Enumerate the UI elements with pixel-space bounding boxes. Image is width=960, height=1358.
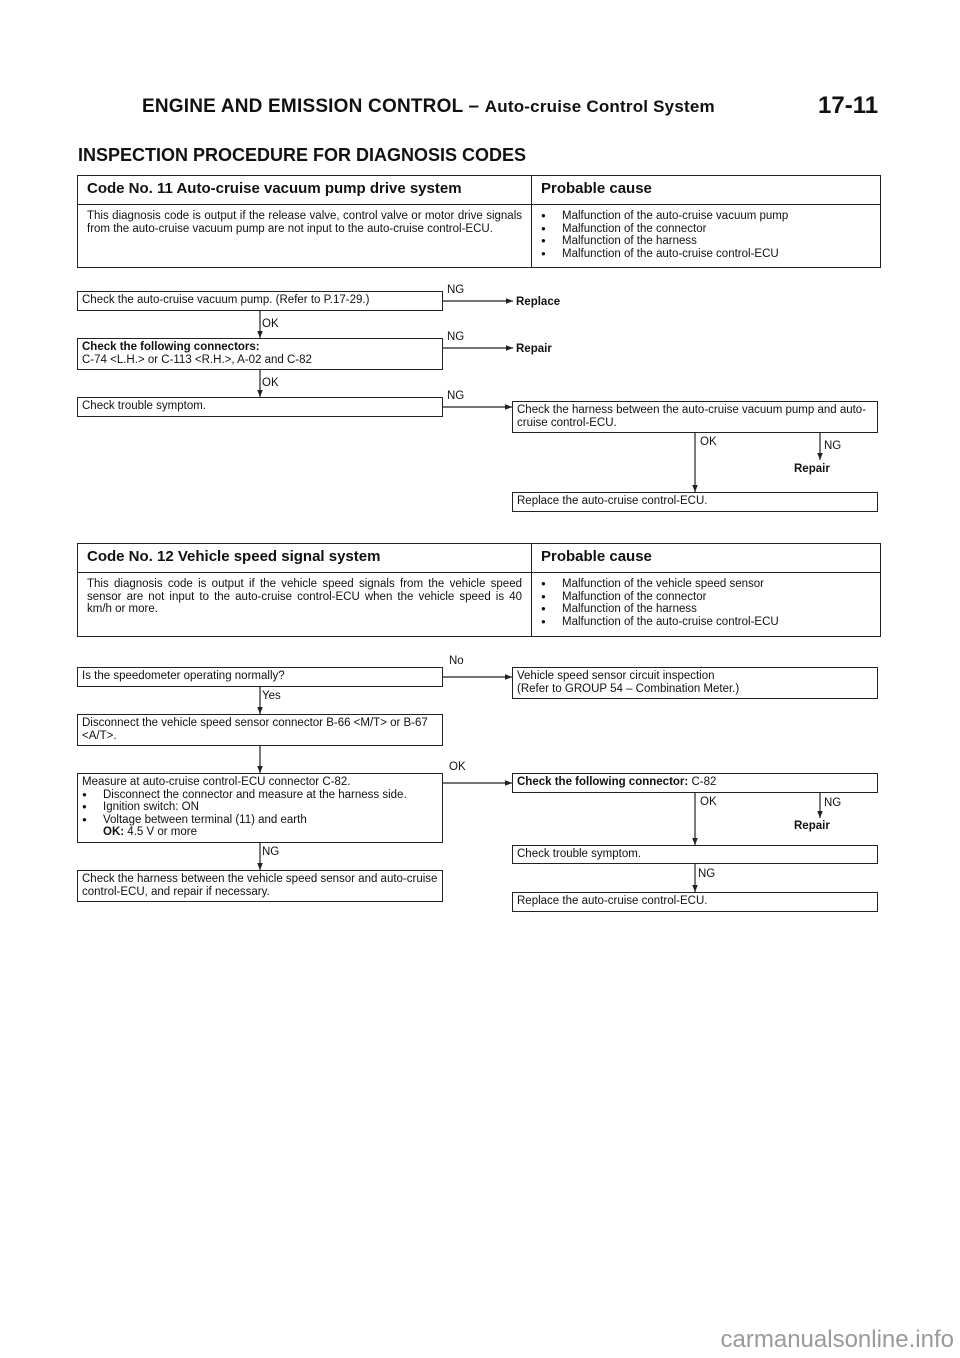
flow11-check-harness: Check the harness between the auto-cruise vacuum pump and auto-cruise control-ECU. [512, 401, 878, 433]
code-11-title: Code No. 11 Auto-cruise vacuum pump drive system [78, 176, 532, 204]
flow12-circuit-inspection [512, 667, 878, 699]
code-12-cause-item: ● Malfunction of the auto-cruise control-ECU [541, 616, 871, 629]
flow12-measure-item: ● Voltage between terminal (11) and earth [82, 814, 438, 827]
code-12-cause-header: Probable cause [541, 548, 652, 565]
flow12-yes-label: Yes [262, 690, 281, 702]
code-12-title: Code No. 12 Vehicle speed signal system [78, 544, 532, 572]
code-12-table [77, 543, 881, 637]
flow11-ng-label: NG [447, 390, 465, 402]
flow11-replace-label: Replace [516, 296, 561, 308]
flow12-ng-label: NG [698, 868, 716, 880]
flow11-repair-label: Repair [794, 463, 830, 475]
flow12-speedometer-question: Is the speedometer operating normally? [77, 667, 443, 687]
code-12-cause-item: ● Malfunction of the vehicle speed sensor [541, 578, 871, 591]
code-12-cause-item: ● Malfunction of the connector [541, 591, 871, 604]
code-11-cause-item: ● Malfunction of the auto-cruise control-ECU [541, 248, 871, 261]
flow12-ng-label: NG [824, 797, 842, 809]
header-title [142, 96, 715, 118]
flow12-check-trouble-symptom: Check trouble symptom. [512, 845, 878, 864]
flow12-measure-title: Measure at auto-cruise control-ECU connector C-82. [82, 776, 351, 788]
code-12-causes [532, 573, 880, 636]
code-12-description: This diagnosis code is output if the vehicle speed signals from the vehicle speed sensor are not input to the auto-cruise control-ECU when the vehicle speed is 40 km/h or more. [78, 573, 532, 636]
flow11-repair-label: Repair [516, 343, 552, 355]
flow11-check-trouble-symptom: Check trouble symptom. [77, 397, 443, 417]
code-11-cause-item: ● Malfunction of the auto-cruise vacuum pump [541, 210, 871, 223]
code-12-header-row [78, 544, 880, 573]
flow12-circuit-inspection-title: Vehicle speed sensor circuit inspection [517, 670, 715, 682]
code-11-causes [532, 205, 880, 267]
flow12-measure-spec-value: 4.5 V or more [127, 826, 197, 839]
flow11-ng-label: NG [447, 284, 465, 296]
code-11-header-row [78, 176, 880, 205]
flow12-ng-label: NG [262, 846, 280, 858]
code-12-body-row [78, 573, 880, 636]
flow12-measure-list [82, 789, 438, 827]
code-11-cause-header: Probable cause [541, 180, 652, 197]
flow12-measure-item: ● Disconnect the connector and measure at the harness side. [82, 789, 438, 802]
code-11-cause-item: ● Malfunction of the harness [541, 235, 871, 248]
flow12-check-harness-repair: Check the harness between the vehicle speed sensor and auto-cruise control-ECU, and repair if necessary. [77, 870, 443, 902]
flow12-measure-spec [82, 826, 438, 839]
flow11-check-vacuum-pump: Check the auto-cruise vacuum pump. (Refer to P.17-29.) [77, 291, 443, 311]
header-separator: – [468, 96, 480, 117]
flow12-circuit-inspection-ref: (Refer to GROUP 54 – Combination Meter.) [517, 682, 740, 695]
header-subtitle: Auto-cruise Control System [484, 97, 715, 116]
flow12-check-connector-id: C-82 [691, 776, 717, 788]
header-main-title: ENGINE AND EMISSION CONTROL [142, 96, 464, 117]
flow11-ng-label: NG [824, 440, 842, 452]
watermark-text: carmanualsonline.info [720, 1326, 954, 1353]
flow11-replace-ecu: Replace the auto-cruise control-ECU. [512, 492, 878, 512]
flow12-ok-label: OK [449, 761, 466, 773]
flow12-repair-label: Repair [794, 820, 830, 832]
flow12-measure-spec-label: OK: [103, 826, 125, 839]
flow11-ng-label: NG [447, 331, 465, 343]
code-11-body-row [78, 205, 880, 267]
code-12-cause-item: ● Malfunction of the harness [541, 603, 871, 616]
code-11-cause-item: ● Malfunction of the connector [541, 223, 871, 236]
flow11-ok-label: OK [262, 318, 279, 330]
flow12-disconnect-sensor: Disconnect the vehicle speed sensor connector B-66 <M/T> or B-67 <A/T>. [77, 714, 443, 746]
flow12-replace-ecu: Replace the auto-cruise control-ECU. [512, 892, 878, 912]
flow12-ok-label: OK [700, 796, 717, 808]
code-11-description: This diagnosis code is output if the release valve, control valve or motor drive signals from the auto-cruise vacuum pump are not input to the auto-cruise control-ECU. [78, 205, 532, 267]
flow12-no-label: No [449, 655, 464, 667]
flow11-check-connectors-title: Check the following connectors: [82, 341, 260, 353]
flow11-ok-label: OK [262, 377, 279, 389]
flow11-check-connectors-list: C-74 <L.H.> or C-113 <R.H.>, A-02 and C-82 [82, 353, 312, 366]
code-11-table [77, 175, 881, 268]
flow12-check-connector [512, 773, 878, 793]
flow12-measure-item: ● Ignition switch: ON [82, 801, 438, 814]
section-title: INSPECTION PROCEDURE FOR DIAGNOSIS CODES [78, 145, 527, 165]
flow12-measure-ecu [77, 773, 443, 843]
flow12-check-connector-title: Check the following connector: [517, 776, 689, 788]
flow11-check-connectors [77, 338, 443, 370]
flow11-ok-label: OK [700, 436, 717, 448]
page-number: 17-11 [818, 92, 879, 119]
